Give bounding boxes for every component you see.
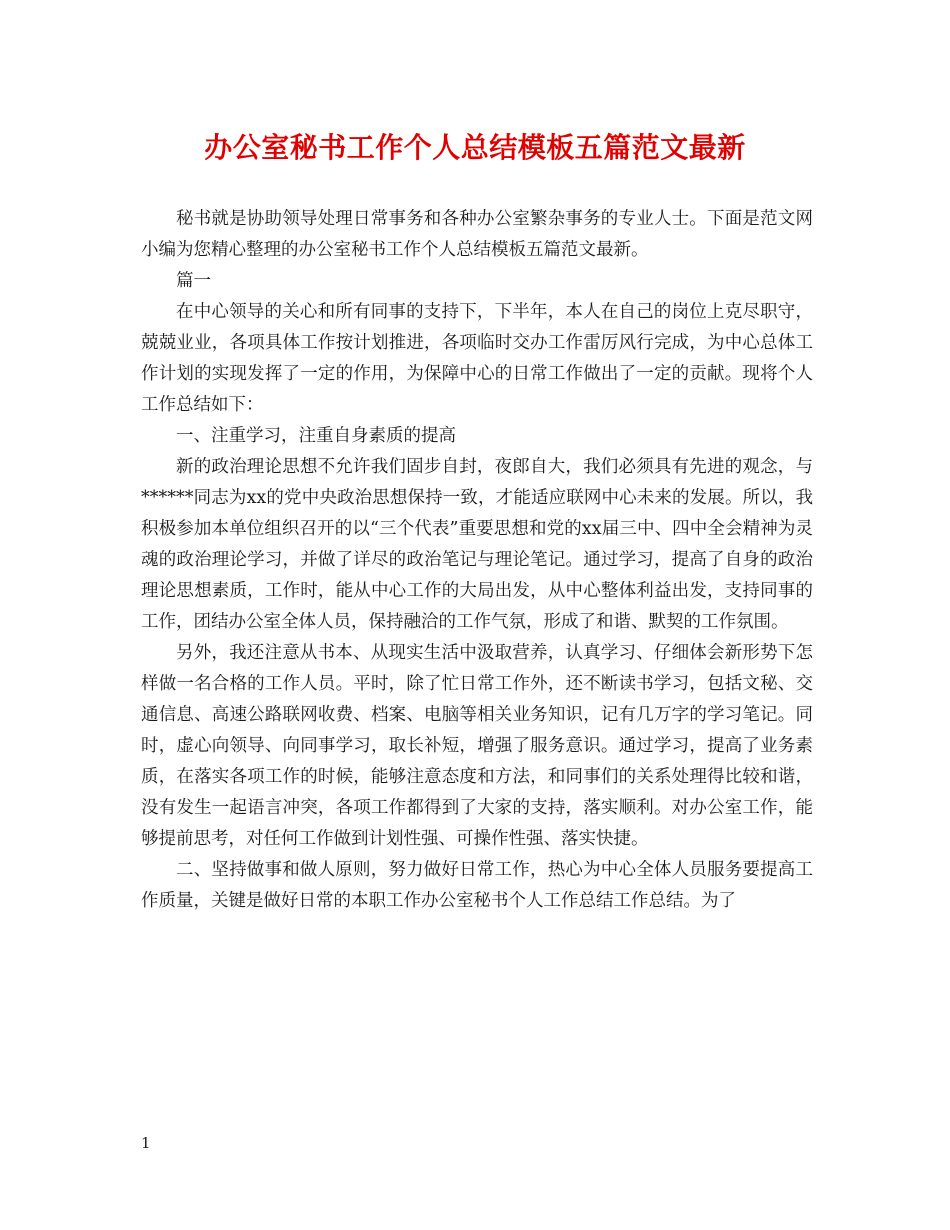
body-paragraph: 另外，我还注意从书本、从现实生活中汲取营养，认真学习、仔细体会新形势下怎样做一名合格的工作人员。平时，除了忙日常工作外，还不断读书学习，包括文秘、交通信息、高速公路联网收费、档案、电脑等相关业务知识，记有几万字的学习笔记。同时，虚心向领导、向同事学习，取长补短，增强了服务意识。通过学习，提高了业务素质，在落实各项工作的时候，能够注意态度和方法，和同事们的关系处理得比较和谐，没有发生一起语言冲突，各项工作都得到了大家的支持，落实顺利。对办公室工作，能够提前思考，对任何工作做到计划性强、可操作性强、落实快捷。	[141, 643, 813, 849]
section-heading: 一、注重学习，注重自身素质的提高	[176, 426, 456, 446]
intro-paragraph: 秘书就是协助领导处理日常事务和各种办公室繁杂事务的专业人士。下面是范文网小编为您精心整理的办公室秘书工作个人总结模板五篇范文最新。	[141, 209, 813, 260]
body-paragraph: 新的政治理论思想不允许我们固步自封，夜郎自大，我们必须具有先进的观念，与******同志为xx的党中央政治思想保持一致，才能适应联网中心未来的发展。所以，我积极参加本单位组织召开的以“三个代表”重要思想和党的xx届三中、四中全会精神为灵魂的政治理论学习，并做了详尽的政治笔记与理论笔记。通过学习，提高了自身的政治理论思想素质，工作时，能从中心工作的大局出发，从中心整体利益出发，支持同事的工作，团结办公室全体人员，保持融洽的工作气氛，形成了和谐、默契的工作氛围。	[141, 457, 813, 632]
section-heading: 二、坚持做事和做人原则，努力做好日常工作，热心为中心全体人员服务要提高工作质量，关键是做好日常的本职工作办公室秘书个人工作总结工作总结。为了	[141, 860, 813, 911]
page-number: 1	[141, 1134, 151, 1152]
document-body	[141, 204, 813, 917]
document-title: 办公室秘书工作个人总结模板五篇范文最新	[204, 131, 746, 164]
section-label: 篇一	[176, 271, 211, 291]
body-paragraph: 在中心领导的关心和所有同事的支持下，下半年，本人在自己的岗位上克尽职守，兢兢业业，各项具体工作按计划推进，各项临时交办工作雷厉风行完成，为中心总体工作计划的实现发挥了一定的作用，为保障中心的日常工作做出了一定的贡献。现将个人工作总结如下：	[141, 302, 813, 415]
